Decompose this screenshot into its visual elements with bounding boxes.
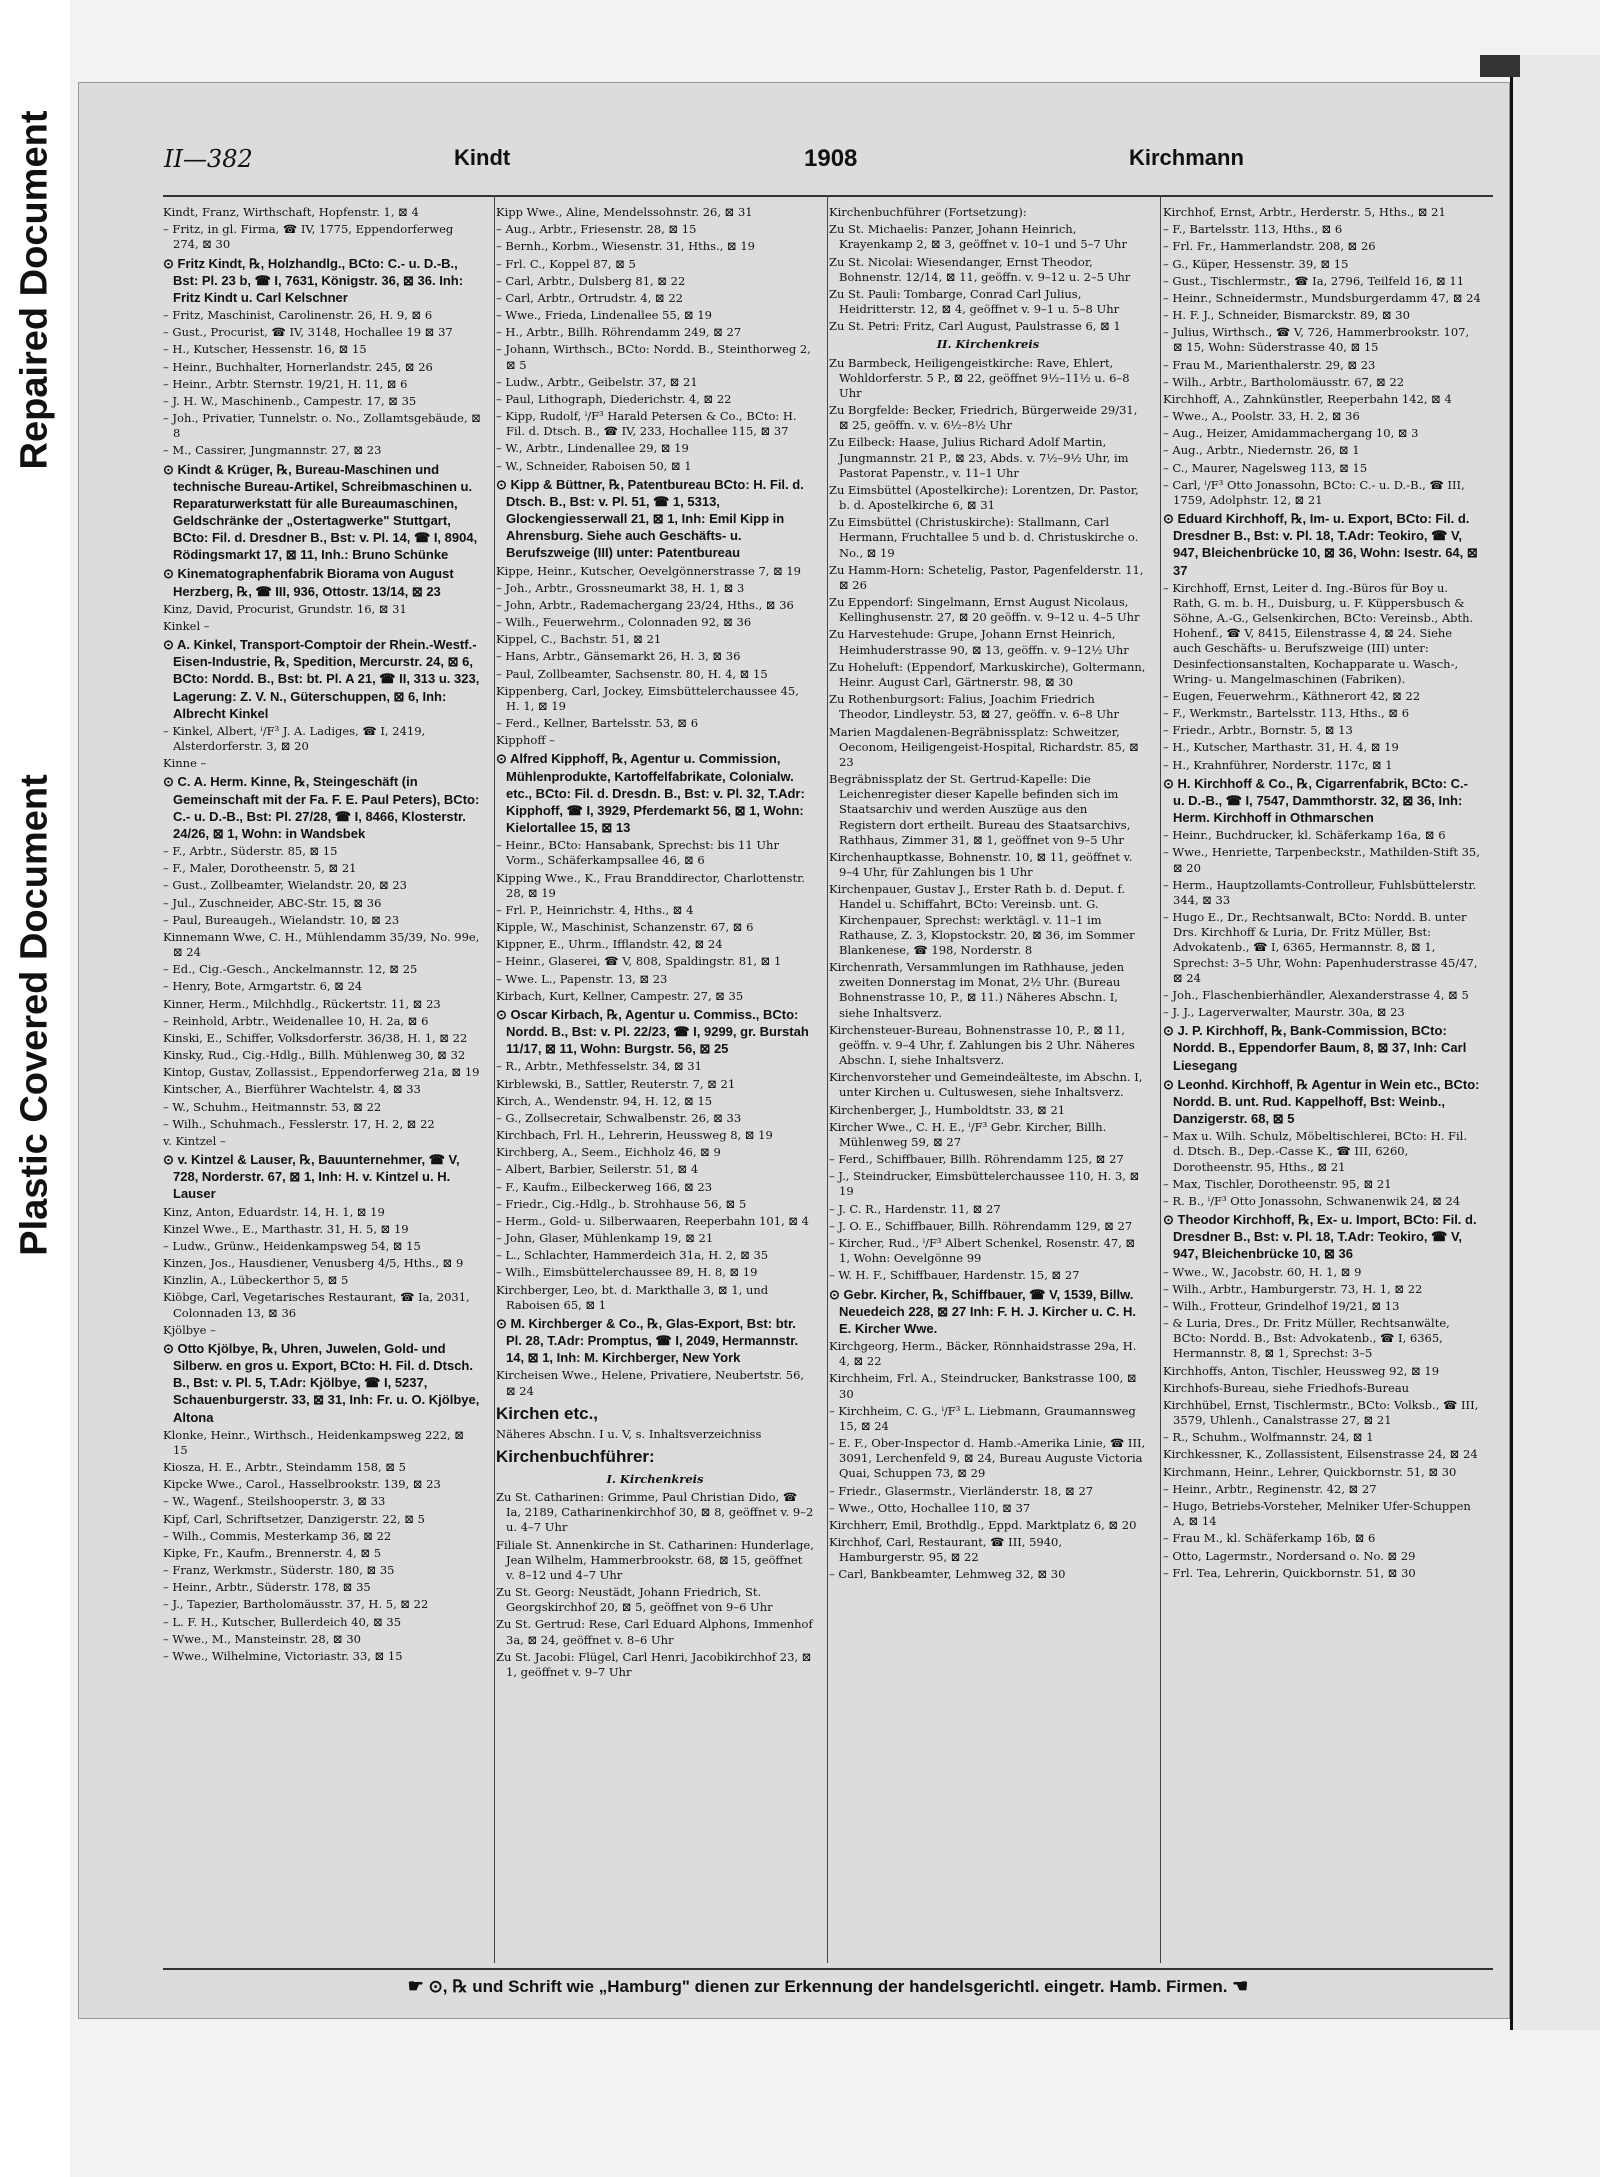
directory-entry: Kipke, Fr., Kaufm., Brennerstr. 4, ⊠ 5 xyxy=(163,1545,382,1560)
directory-entry: – Heinr., Arbtr. Sternstr. 19/21, H. 11, ⊠ 6 xyxy=(163,376,408,391)
directory-entry: Kinkel – xyxy=(163,618,210,633)
directory-entry: – Fritz, in gl. Firma, ☎ IV, 1775, Eppendorferweg 274, ⊠ 30 xyxy=(163,222,454,252)
directory-entry: Kirchmann, Heinr., Lehrer, Quickbornstr. 51, ⊠ 30 xyxy=(1163,1464,1457,1479)
directory-entry: ⊙ A. Kinkel, Transport-Comptoir der Rhein.-Westf.-Eisen-Industrie, ℞, Spedition, Mercurstr. 24, ⊠ 6, BCto: Nordd. B., Bst: bt. Pl. A 21, ☎ II, 313 u. 323, Lagerung: Z. V. N., Güterschuppen, ⊠ 6, Inh: Albrecht Kinkel xyxy=(163,637,480,721)
directory-entry: – Heinr., Arbtr., Süderstr. 178, ⊠ 35 xyxy=(163,1580,371,1595)
directory-entry: – Kirchhoff, Ernst, Leiter d. Ing.-Büros für Boy u. Rath, G. m. b. H., Duisburg, u. F. Küppersbusch & Söhne, A.-G., Gelsenkirchen, BCto: Vereinsb., Abth. Hohenf., ☎ V, 8415, Eilenstrasse 4, ⊠ 24. Siehe auch Geschäfts- u. Berufszweige (III) unter: Desinfectionsanstalten, Kochapparate u. Wasch-, Wring- u. Mangelmaschinen (Fabriken). xyxy=(1163,580,1474,686)
directory-entry: Kirblewski, B., Sattler, Reuterstr. 7, ⊠ 21 xyxy=(496,1076,736,1091)
directory-entry: – Friedr., Glasermstr., Vierländerstr. 18, ⊠ 27 xyxy=(829,1483,1094,1498)
directory-entry: – Frl. Tea, Lehrerin, Quickbornstr. 51, ⊠ 30 xyxy=(1163,1565,1416,1580)
directory-entry: – C., Maurer, Nagelsweg 113, ⊠ 15 xyxy=(1163,460,1368,475)
directory-entry: – Heinr., Buchdrucker, kl. Schäferkamp 16a, ⊠ 6 xyxy=(1163,828,1446,843)
directory-entry: Kircheisen Wwe., Helene, Privatiere, Neubertstr. 56, ⊠ 24 xyxy=(496,1368,805,1398)
directory-entry: – Carl, ⁱ/F³ Otto Jonassohn, BCto: C.- u. D.-B., ☎ III, 1759, Adolphstr. 12, ⊠ 21 xyxy=(1163,477,1465,507)
directory-entry: Zu Eimsbüttel (Apostelkirche): Lorentzen, Dr. Pastor, b. d. Apostelkirche 6, ⊠ 31 xyxy=(829,482,1139,513)
directory-entry: – Gust., Zollbeamter, Wielandstr. 20, ⊠ 23 xyxy=(163,878,407,893)
directory-entry: – J. O. E., Schiffbauer, Billh. Röhrendamm 129, ⊠ 27 xyxy=(829,1218,1133,1233)
directory-entry: – W., Wagenf., Steilshooperstr. 3, ⊠ 33 xyxy=(163,1494,386,1509)
directory-entry: – Frau M., kl. Schäferkamp 16b, ⊠ 6 xyxy=(1163,1531,1376,1546)
directory-columns xyxy=(163,205,1493,1960)
directory-entry: Kirchenbuchführer (Fortsetzung): xyxy=(829,205,1027,219)
directory-entry: – J. J., Lagerverwalter, Maurstr. 30a, ⊠ 23 xyxy=(1163,1005,1405,1020)
directory-entry: – Franz, Werkmstr., Süderstr. 180, ⊠ 35 xyxy=(163,1563,395,1578)
directory-entry: – Wwe., W., Jacobstr. 60, H. 1, ⊠ 9 xyxy=(1163,1264,1362,1279)
directory-entry: Kippner, E., Uhrm., Ifflandstr. 42, ⊠ 24 xyxy=(496,937,723,952)
directory-entry: Kirchhoff, A., Zahnkünstler, Reeperbahn 142, ⊠ 4 xyxy=(1163,391,1452,406)
directory-entry: – W. H. F., Schiffbauer, Hardenstr. 15, ⊠ 27 xyxy=(829,1268,1080,1283)
directory-entry: Kippel, C., Bachstr. 51, ⊠ 21 xyxy=(496,632,662,647)
directory-entry: – Heinr., BCto: Hansabank, Sprechst: bis 11 Uhr Vorm., Schäferkampsallee 46, ⊠ 6 xyxy=(496,838,779,868)
directory-entry: Zu Eppendorf: Singelmann, Ernst August Nicolaus, Kellinghusenstr. 27, ⊠ 20 geöffn. v. 9–12 u. 4–5 Uhr xyxy=(829,595,1140,625)
pointing-hand-icon: ☚ xyxy=(1232,1976,1249,1996)
directory-entry: Kirchberg, A., Seem., Eichholz 46, ⊠ 9 xyxy=(496,1145,721,1160)
directory-entry: Kinzel Wwe., E., Marthastr. 31, H. 5, ⊠ 19 xyxy=(163,1221,409,1236)
pointing-hand-icon: ☛ xyxy=(407,1976,424,1996)
directory-entry: Zu Hoheluft: (Eppendorf, Markuskirche), Goltermann, Heinr. August Carl, Gärtnerstr. 98, ⊠ 30 xyxy=(829,659,1146,689)
directory-entry: – Gust., Tischlermstr., ☎ Ia, 2796, Teilfeld 16, ⊠ 11 xyxy=(1163,273,1465,288)
directory-entry: – Paul, Lithograph, Diederichstr. 4, ⊠ 22 xyxy=(496,391,732,406)
directory-entry: Zu St. Petri: Fritz, Carl August, Paulstrasse 6, ⊠ 1 xyxy=(829,319,1121,334)
directory-entry: – R., Arbtr., Methfesselstr. 34, ⊠ 31 xyxy=(496,1059,702,1074)
directory-entry: ⊙ Fritz Kindt, ℞, Holzhandlg., BCto: C.- u. D.-B., Bst: Pl. 23 b, ☎ I, 7631, Königstr. 36, ⊠ 36. Inh: Fritz Kindt u. Carl Kelschner xyxy=(163,255,464,305)
directory-entry: Kirch, A., Wendenstr. 94, H. 12, ⊠ 15 xyxy=(496,1093,713,1108)
directory-entry: Kirchhofs-Bureau, siehe Friedhofs-Bureau xyxy=(1163,1380,1410,1395)
directory-entry: – Julius, Wirthsch., ☎ V, 726, Hammerbrookstr. 107, ⊠ 15, Wohn: Süderstrasse 40, ⊠ 15 xyxy=(1163,325,1470,355)
directory-entry: Zu St. Nicolai: Wiesendanger, Ernst Theodor, Bohnenstr. 12/14, ⊠ 11, geöffn. v. 9–12 u. 2–5 Uhr xyxy=(829,254,1131,284)
directory-entry: Kirchenvorsteher und Gemeindeälteste, im Abschn. I, unter Kirchen u. Cultuswesen, siehe Inhaltsverz. xyxy=(829,1070,1143,1100)
section-heading: Kirchen etc., xyxy=(496,1403,599,1423)
directory-entry: – Friedr., Cig.-Hdlg., b. Strohhause 56, ⊠ 5 xyxy=(496,1196,747,1211)
directory-entry: – Heinr., Buchhalter, Hornerlandstr. 245, ⊠ 26 xyxy=(163,359,433,374)
directory-entry: – F., Kaufm., Eilbeckerweg 166, ⊠ 23 xyxy=(496,1179,713,1194)
directory-entry: – Wilh., Arbtr., Bartholomäusstr. 67, ⊠ 22 xyxy=(1163,374,1405,389)
directory-entry: Zu St. Georg: Neustädt, Johann Friedrich, St. Georgskirchhof 20, ⊠ 5, geöffnet von 9–6 Uhr xyxy=(496,1585,773,1615)
directory-entry: – John, Glaser, Mühlenkamp 19, ⊠ 21 xyxy=(496,1231,714,1246)
directory-entry: – John, Arbtr., Rademachergang 23/24, Hths., ⊠ 36 xyxy=(496,597,794,612)
directory-entry: Kinnemann Wwe, C. H., Mühlendamm 35/39, No. 99e, ⊠ 24 xyxy=(163,929,480,960)
footer-note: ⊙, ℞ und Schrift wie „Hamburg" dienen zur Erkennung der handelsgerichtl. eingetr. Hamb. Firmen. xyxy=(428,1977,1228,1996)
directory-entry: ⊙ C. A. Herm. Kinne, ℞, Steingeschäft (in Gemeinschaft mit der Fa. F. E. Paul Peters), BCto: C.- u. D.-B., Bst: Pl. 27/28, ☎ I, 8466, Klosterstr. 24/26, ⊠ 1, Wohn: in Wandsbek xyxy=(163,774,480,841)
repaired-document-label: Repaired Document xyxy=(13,110,56,470)
directory-entry: Kirchenrath, Versammlungen im Rathhause, jeden zweiten Donnerstag im Monat, 2½ Uhr. (Bureau Bohnenstrasse 10, P., ⊠ 11.) Näheres Abschn. I, siehe Inhaltsverz. xyxy=(829,960,1125,1020)
directory-entry: – F., Bartelsstr. 113, Hths., ⊠ 6 xyxy=(1163,222,1343,237)
directory-entry: – J. H. W., Maschinenb., Campestr. 17, ⊠ 35 xyxy=(163,393,417,408)
directory-entry: Kirchhof, Carl, Restaurant, ☎ III, 5940, Hamburgerstr. 95, ⊠ 22 xyxy=(829,1535,1063,1565)
directory-entry: – Eugen, Feuerwehrm., Käthnerort 42, ⊠ 22 xyxy=(1163,688,1421,703)
directory-entry: Kirchgeorg, Herm., Bäcker, Rönnhaidstrasse 29a, H. 4, ⊠ 22 xyxy=(829,1338,1137,1369)
directory-entry: – Joh., Privatier, Tunnelstr. o. No., Zollamtsgebäude, ⊠ 8 xyxy=(163,411,481,441)
directory-entry: ⊙ J. P. Kirchhoff, ℞, Bank-Commission, BCto: Nordd. B., Eppendorfer Baum, 8, ⊠ 37, Inh: Carl Liesegang xyxy=(1163,1023,1467,1073)
side-label-strip xyxy=(0,0,70,2177)
directory-entry: – Wwe., Frieda, Lindenallee 55, ⊠ 19 xyxy=(496,308,712,323)
directory-entry: – J. C. R., Hardenstr. 11, ⊠ 27 xyxy=(829,1201,1001,1216)
directory-entry: Klonke, Heinr., Wirthsch., Heidenkampsweg 222, ⊠ 15 xyxy=(163,1427,464,1457)
directory-entry: Kirchberger, Leo, bt. d. Markthalle 3, ⊠ 1, und Raboisen 65, ⊠ 1 xyxy=(496,1282,769,1312)
directory-entry: – Aug., Arbtr., Niedernstr. 26, ⊠ 1 xyxy=(1163,443,1360,458)
directory-entry: – Herm., Hauptzollamts-Controlleur, Fuhlsbüttelerstr. 344, ⊠ 33 xyxy=(1163,877,1477,907)
directory-entry: – J., Steindrucker, Eimsbüttelerchaussee 110, H. 3, ⊠ 19 xyxy=(829,1169,1140,1199)
page-number: II—382 xyxy=(164,145,253,173)
directory-entry: Kirchhof, Ernst, Arbtr., Herderstr. 5, Hths., ⊠ 21 xyxy=(1163,205,1446,219)
directory-entry: Kjölbye – xyxy=(163,1322,216,1337)
directory-entry: – Paul, Bureaugeh., Wielandstr. 10, ⊠ 23 xyxy=(163,912,400,927)
directory-entry: Kinner, Herm., Milchhdlg., Rückertstr. 11, ⊠ 23 xyxy=(163,996,441,1011)
directory-entry: – Ferd., Schiffbauer, Billh. Röhrendamm 125, ⊠ 27 xyxy=(829,1152,1124,1167)
directory-entry: Kipp Wwe., Aline, Mendelssohnstr. 26, ⊠ 31 xyxy=(496,205,753,219)
directory-entry: Zu St. Catharinen: Grimme, Paul Christian Dido, ☎ Ia, 2189, Catharinenkirchhof 30, ⊠ 8, geöffnet v. 9–2 u. 4–7 Uhr xyxy=(496,1490,814,1535)
directory-entry: – Otto, Lagermstr., Nordersand o. No. ⊠ 29 xyxy=(1163,1548,1416,1563)
directory-entry: – Wilh., Commis, Mesterkamp 36, ⊠ 22 xyxy=(163,1528,392,1543)
directory-entry: – G., Zollsecretair, Schwalbenstr. 26, ⊠ 33 xyxy=(496,1110,742,1125)
directory-entry: Kirchensteuer-Bureau, Bohnenstrasse 10, P., ⊠ 11, geöffn. v. 9–4 Uhr, f. Zahlungen bis 2 Uhr. Näheres Abschn. I, siehe Inhaltsverz. xyxy=(829,1022,1135,1068)
directory-column-4 xyxy=(1163,205,1481,1960)
directory-entry: – F., Maler, Dorotheenstr. 5, ⊠ 21 xyxy=(163,861,357,876)
directory-entry: – Wilh., Eimsbüttelerchaussee 89, H. 8, ⊠ 19 xyxy=(496,1265,758,1280)
directory-entry: – G., Küper, Hessenstr. 39, ⊠ 15 xyxy=(1163,256,1349,271)
directory-entry: – Max, Tischler, Dorotheenstr. 95, ⊠ 21 xyxy=(1163,1176,1392,1191)
directory-entry: – Aug., Heizer, Amidammachergang 10, ⊠ 3 xyxy=(1163,426,1419,441)
directory-entry: – Johann, Wirthsch., BCto: Nordd. B., Steinthorweg 2, ⊠ 5 xyxy=(496,342,811,372)
directory-entry: – Hugo E., Dr., Rechtsanwalt, BCto: Nordd. B. unter Drs. Kirchhoff & Luria, Dr. Fritz Müller, Bst: Advokatenb., ☎ I, 6365, Hermannstr. 8, ⊠ 1, Sprechst: 3–5 Uhr, Wohn: Papenhuderstrasse 45/47, ⊠ 24 xyxy=(1163,910,1478,985)
page-footer xyxy=(163,1976,1493,2010)
directory-entry: – Paul, Zollbeamter, Sachsenstr. 80, H. 4, ⊠ 15 xyxy=(496,666,768,681)
subsection-heading: II. Kirchenkreis xyxy=(936,337,1040,352)
directory-entry: Kippenberg, Carl, Jockey, Eimsbüttelerchaussee 45, H. 1, ⊠ 19 xyxy=(496,683,799,713)
directory-entry: Zu Eilbeck: Haase, Julius Richard Adolf Martin, Jungmannstr. 21 P., ⊠ 23, Abds. v. 7½–9½ Uhr, im Pastorat Papenstr., v. 11–1 Uhr xyxy=(829,435,1129,480)
directory-entry: Kipf, Carl, Schriftsetzer, Danzigerstr. 22, ⊠ 5 xyxy=(163,1511,425,1526)
directory-entry: ⊙ Kinematographenfabrik Biorama von August Herzberg, ℞, ☎ III, 936, Ottostr. 13/14, ⊠ 23 xyxy=(163,566,454,599)
directory-entry: – E. F., Ober-Inspector d. Hamb.-Amerika Linie, ☎ III, 3091, Lerchenfeld 9, ⊠ 24, Bureau Auguste Victoria Quai, Schuppen 73, ⊠ 29 xyxy=(829,1436,1146,1481)
directory-entry: Zu Hamm-Horn: Schetelig, Pastor, Pagenfelderstr. 11, ⊠ 26 xyxy=(829,562,1144,592)
directory-entry: Kinsky, Rud., Cig.-Hdlg., Billh. Mühlenweg 30, ⊠ 32 xyxy=(163,1048,466,1063)
directory-entry: Zu Harvestehude: Grupe, Johann Ernst Heinrich, Heimhuderstrasse 90, ⊠ 13, geöffn. v. 9–12½ Uhr xyxy=(829,627,1129,657)
directory-entry: Kintscher, A., Bierführer Wachtelstr. 4, ⊠ 33 xyxy=(163,1082,421,1097)
directory-entry: – Carl, Bankbeamter, Lehmweg 32, ⊠ 30 xyxy=(829,1567,1066,1582)
directory-entry: Zu Borgfelde: Becker, Friedrich, Bürgerweide 29/31, ⊠ 25, geöffn. v. v. 6½–8½ Uhr xyxy=(829,403,1138,433)
directory-entry: – Kirchheim, C. G., ⁱ/F³ L. Liebmann, Graumannsweg 15, ⊠ 24 xyxy=(829,1403,1136,1433)
directory-entry: Kindt, Franz, Wirthschaft, Hopfenstr. 1, ⊠ 4 xyxy=(163,205,419,219)
directory-entry: Kipphoff – xyxy=(496,733,555,748)
directory-entry: – Wwe., A., Poolstr. 33, H. 2, ⊠ 36 xyxy=(1163,409,1360,424)
directory-entry: Kinzen, Jos., Hausdiener, Venusberg 4/5, Hths., ⊠ 9 xyxy=(163,1256,464,1271)
directory-entry: ⊙ Alfred Kipphoff, ℞, Agentur u. Commission, Mühlenprodukte, Kartoffelfabrikate, Colonialw. etc., BCto: Fil. d. Dresdn. B., Bst: v. Pl. 32, T.Adr: Kipphoff, ☎ I, 3929, Pferdemarkt 56, ⊠ 1, Wohn: Kielortallee 15, ⊠ 13 xyxy=(496,751,805,836)
plastic-covered-document-label: Plastic Covered Document xyxy=(13,774,56,1256)
directory-entry: Kirchherr, Emil, Brothdlg., Eppd. Marktplatz 6, ⊠ 20 xyxy=(829,1517,1137,1532)
directory-entry: Begräbnissplatz der St. Gertrud-Kapelle: Die Leichenregister dieser Kapelle befinden sich im Staatsarchiv und werden Auszüge aus den Registern dort ertheilt. Bureau des Staatsarchivs, Rathhaus, Zimmer 31, ⊠ 1, geöffnet von 9–5 Uhr xyxy=(829,772,1131,847)
directory-entry: Näheres Abschn. I u. V, s. Inhaltsverzeichniss xyxy=(496,1427,762,1442)
directory-entry: Filiale St. Annenkirche in St. Catharinen: Hunderlage, Jean Wilhelm, Hammerbrookstr. 68, ⊠ 15, geöffnet v. 8–12 und 4–7 Uhr xyxy=(496,1537,814,1582)
directory-entry: – Fritz, Maschinist, Carolinenstr. 26, H. 9, ⊠ 6 xyxy=(163,307,433,322)
directory-entry: Kiöbge, Carl, Vegetarisches Restaurant, ☎ Ia, 2031, Colonnaden 13, ⊠ 36 xyxy=(163,1290,470,1320)
directory-entry: Zu Eimsbüttel (Christuskirche): Stallmann, Carl Hermann, Fruchtallee 5 und b. d. Christuskirche o. No., ⊠ 19 xyxy=(829,515,1139,560)
directory-entry: Kirchenhauptkasse, Bohnenstr. 10, ⊠ 11, geöffnet v. 9–4 Uhr, für Zahlungen bis 1 Uhr xyxy=(829,849,1133,880)
directory-entry: – Wilh., Schuhmach., Fesslerstr. 17, H. 2, ⊠ 22 xyxy=(163,1116,435,1131)
directory-entry: Kinne – xyxy=(163,756,207,771)
directory-entry: – Herm., Gold- u. Silberwaaren, Reeperbahn 101, ⊠ 4 xyxy=(496,1213,809,1228)
directory-entry: – Kipp, Rudolf, ⁱ/F³ Harald Petersen & Co., BCto: H. Fil. d. Dtsch. B., ☎ IV, 233, Hochallee 115, ⊠ 37 xyxy=(496,409,797,439)
directory-entry: Zu Barmbeck, Heiligengeistkirche: Rave, Ehlert, Wohldorferstr. 5 P., ⊠ 22, geöffnet 9½–11½ u. 6–8 Uhr xyxy=(829,355,1130,400)
directory-column-3 xyxy=(829,205,1147,1960)
directory-entry: – L., Schlachter, Hammerdeich 31a, H. 2, ⊠ 35 xyxy=(496,1248,769,1263)
document-page xyxy=(78,82,1510,2019)
directory-entry: – J., Tapezier, Bartholomäusstr. 37, H. 5, ⊠ 22 xyxy=(163,1597,429,1612)
directory-entry: – Hugo, Betriebs-Vorsteher, Melniker Ufer-Schuppen A, ⊠ 14 xyxy=(1163,1498,1471,1529)
directory-entry: Kintop, Gustav, Zollassist., Eppendorferweg 21a, ⊠ 19 xyxy=(163,1065,480,1080)
directory-entry: – Wwe., Otto, Hochallee 110, ⊠ 37 xyxy=(829,1500,1031,1515)
directory-entry: – Reinhold, Arbtr., Weidenallee 10, H. 2a, ⊠ 6 xyxy=(163,1013,429,1028)
directory-entry: – H., Kutscher, Hessenstr. 16, ⊠ 15 xyxy=(163,342,367,357)
directory-entry: – Frau M., Marienthalerstr. 29, ⊠ 23 xyxy=(1163,357,1376,372)
directory-entry: – Wilh., Frotteur, Grindelhof 19/21, ⊠ 13 xyxy=(1163,1298,1400,1313)
directory-entry: – Gust., Procurist, ☎ IV, 3148, Hochallee 19 ⊠ 37 xyxy=(163,325,453,340)
directory-entry: Kirchbach, Frl. H., Lehrerin, Heussweg 8, ⊠ 19 xyxy=(496,1128,773,1143)
directory-column-1 xyxy=(163,205,481,1960)
directory-entry: Zu St. Pauli: Tombarge, Conrad Carl Julius, Heidritterstr. 12, ⊠ 4, geöffnet v. 9–1 u. 5–8 Uhr xyxy=(829,286,1120,317)
directory-entry: Kiosza, H. E., Arbtr., Steindamm 158, ⊠ 5 xyxy=(163,1460,406,1475)
directory-entry: – Heinr., Arbtr., Reginenstr. 42, ⊠ 27 xyxy=(1163,1481,1377,1496)
page-header xyxy=(164,145,1474,185)
directory-entry: – Kinkel, Albert, ⁱ/F³ J. A. Ladiges, ☎ I, 2419, Alsterdorferstr. 3, ⊠ 20 xyxy=(163,723,426,754)
subsection-heading: I. Kirchenkreis xyxy=(606,1471,704,1486)
directory-entry: – Heinr., Glaserei, ☎ V, 808, Spaldingstr. 81, ⊠ 1 xyxy=(496,954,782,969)
directory-entry: – Henry, Bote, Armgartstr. 6, ⊠ 24 xyxy=(163,979,363,994)
directory-entry: Kinz, David, Procurist, Grundstr. 16, ⊠ 31 xyxy=(163,601,407,616)
directory-entry: Marien Magdalenen-Begräbnissplatz: Schweitzer, Oeconom, Heiligengeist-Hospital, Richardstr. 85, ⊠ 23 xyxy=(829,724,1139,769)
directory-entry: Kipple, W., Maschinist, Schanzenstr. 67, ⊠ 6 xyxy=(496,920,754,935)
directory-entry: – H., Krahnführer, Norderstr. 117c, ⊠ 1 xyxy=(1163,757,1393,772)
directory-entry: Zu St. Gertrud: Rese, Carl Eduard Alphons, Immenhof 3a, ⊠ 24, geöffnet v. 8–6 Uhr xyxy=(496,1617,813,1647)
directory-entry: Zu St. Michaelis: Panzer, Johann Heinrich, Krayenkamp 2, ⊠ 3, geöffnet v. 10–1 und 5–7 Uhr xyxy=(829,222,1127,252)
directory-entry: – Wwe. L., Papenstr. 13, ⊠ 23 xyxy=(496,971,668,986)
directory-entry: ⊙ Leonhd. Kirchhoff, ℞ Agentur in Wein etc., BCto: Nordd. B. unt. Rud. Kappelhoff, Bst: Weinb., Danzigerstr. 68, ⊠ 5 xyxy=(1163,1076,1480,1127)
directory-entry: Kirchheim, Frl. A., Steindrucker, Bankstrasse 100, ⊠ 30 xyxy=(829,1371,1137,1401)
directory-entry: Kirchenberger, J., Humboldtstr. 33, ⊠ 21 xyxy=(829,1102,1066,1117)
directory-entry: Zu Rothenburgsort: Falius, Joachim Friedrich Theodor, Lindleystr. 53, ⊠ 27, geöffn. v. 6–8 Uhr xyxy=(829,692,1120,722)
directory-entry: Kinz, Anton, Eduardstr. 14, H. 1, ⊠ 19 xyxy=(163,1204,385,1219)
directory-entry: Kipcke Wwe., Carol., Hasselbrookstr. 139, ⊠ 23 xyxy=(163,1477,441,1492)
directory-entry: – F., Werkmstr., Bartelsstr. 113, Hths., ⊠ 6 xyxy=(1163,706,1410,721)
directory-entry: – L. F. H., Kutscher, Bullerdeich 40, ⊠ 35 xyxy=(163,1614,402,1629)
directory-entry: ⊙ Kipp & Büttner, ℞, Patentbureau BCto: H. Fil. d. Dtsch. B., Bst: v. Pl. 51, ☎ 1, 5313, Glockengiesserwall 21, ⊠ 1, Inh: Emil Kipp in Ahrensburg. Siehe auch Geschäfts- u. Berufszweige (III) unter: Patentbureau xyxy=(496,476,804,561)
directory-entry: – Ludw., Arbtr., Geibelstr. 37, ⊠ 21 xyxy=(496,374,698,389)
directory-entry: Kirchenpauer, Gustav J., Erster Rath b. d. Deput. f. Handel u. Schiffahrt, BCto: Vereinsb. unt. G. Kirchenpauer, Sprechst: werktägl. v. 11–1 im Rathause, Z. 3, Klopstockstr. 20, ⊠ 36, im Sommer Blankenese, ☎ 198, Norderstr. 8 xyxy=(829,882,1135,957)
directory-entry: – Frl. P., Heinrichstr. 4, Hths., ⊠ 4 xyxy=(496,902,694,917)
directory-entry: – H., Arbtr., Billh. Röhrendamm 249, ⊠ 27 xyxy=(496,325,742,340)
directory-entry: – Max u. Wilh. Schulz, Möbeltischlerei, BCto: H. Fil. d. Dtsch. B., Dep.-Casse K., ☎ III, 6260, Dorotheenstr. 95, Hths., ⊠ 21 xyxy=(1163,1129,1468,1174)
header-rule xyxy=(163,195,1493,197)
directory-entry: – W., Arbtr., Lindenallee 29, ⊠ 19 xyxy=(496,441,689,456)
directory-entry: – Bernh., Korbm., Wiesenstr. 31, Hths., ⊠ 19 xyxy=(496,239,755,254)
directory-entry: – H. F. J., Schneider, Bismarckstr. 89, ⊠ 30 xyxy=(1163,308,1410,323)
directory-entry: – Wwe., Wilhelmine, Victoriastr. 33, ⊠ 15 xyxy=(163,1649,403,1663)
directory-entry: – R. B., ⁱ/F³ Otto Jonassohn, Schwanenwik 24, ⊠ 24 xyxy=(1163,1193,1461,1208)
directory-entry: ⊙ Theodor Kirchhoff, ℞, Ex- u. Import, BCto: Fil. d. Dresdner B., Bst: v. Pl. 18, T.Adr: Teokiro, ☎ V, 947, Bleichenbrücke 10, ⊠ 36 xyxy=(1163,1212,1477,1262)
directory-entry: – Albert, Barbier, Seilerstr. 51, ⊠ 4 xyxy=(496,1162,699,1177)
directory-entry: – Wilh., Feuerwehrm., Colonnaden 92, ⊠ 36 xyxy=(496,615,752,630)
directory-column-2 xyxy=(496,205,814,1960)
directory-entry: ⊙ Kindt & Krüger, ℞, Bureau-Maschinen und technische Bureau-Artikel, Schreibmaschinen u. Reparaturwerkstatt für alle Bureaumaschinen, Geldschränke der „Ostertagwerke" Stuttgart, BCto: Fil. d. Dresdner B., Bst: v. Pl. 14, ☎ I, 8904, Rödingsmarkt 17, ⊠ 11, Inh.: Bruno Schünke xyxy=(163,461,478,563)
header-right-name: Kirchmann xyxy=(1129,145,1244,170)
directory-entry: ⊙ H. Kirchhoff & Co., ℞, Cigarrenfabrik, BCto: C.- u. D.-B., ☎ I, 7547, Dammthorstr. 32, ⊠ 36, Inh: Herm. Kirchhoff in Othmarschen xyxy=(1163,775,1468,826)
directory-entry: Kirchhoffs, Anton, Tischler, Heussweg 92, ⊠ 19 xyxy=(1163,1363,1440,1378)
directory-entry: ⊙ Otto Kjölbye, ℞, Uhren, Juwelen, Gold- und Silberw. en gros u. Export, BCto: H. Fil. d. Dtsch. B., Bst: v. Pl. 5, T.Adr: Kjölbye, ☎ I, 5237, Schauenburgerstr. 33, ⊠ 31, Inh: Fr. u. O. Kjölbye, Altona xyxy=(163,1340,480,1425)
page-edge-mark xyxy=(1480,55,1520,77)
directory-entry: – Wwe., M., Mansteinstr. 28, ⊠ 30 xyxy=(163,1631,361,1646)
directory-entry: – Wwe., Henriette, Tarpenbeckstr., Mathilden-Stift 35, ⊠ 20 xyxy=(1163,845,1480,875)
directory-entry: Zu St. Jacobi: Flügel, Carl Henri, Jacobikirchhof 23, ⊠ 1, geöffnet v. 9–7 Uhr xyxy=(496,1649,812,1679)
section-heading: Kirchenbuchführer: xyxy=(496,1447,655,1467)
directory-entry: – H., Kutscher, Marthastr. 31, H. 4, ⊠ 19 xyxy=(1163,740,1399,755)
directory-entry: – Wilh., Arbtr., Hamburgerstr. 73, H. 1, ⊠ 22 xyxy=(1163,1281,1423,1296)
directory-entry: v. Kintzel – xyxy=(163,1133,226,1148)
footer-rule xyxy=(163,1968,1493,1970)
directory-entry: – Ludw., Grünw., Heidenkampsweg 54, ⊠ 15 xyxy=(163,1238,421,1253)
directory-entry: – W., Schuhm., Heitmannstr. 53, ⊠ 22 xyxy=(163,1099,382,1114)
directory-entry: Kippe, Heinr., Kutscher, Oevelgönnerstrasse 7, ⊠ 19 xyxy=(496,563,802,578)
directory-entry: Kircher Wwe., C. H. E., ⁱ/F³ Gebr. Kircher, Billh. Mühlenweg 59, ⊠ 27 xyxy=(829,1119,1107,1149)
directory-entry: – Joh., Arbtr., Grossneumarkt 38, H. 1, ⊠ 3 xyxy=(496,580,745,595)
directory-entry: ⊙ Eduard Kirchhoff, ℞, Im- u. Export, BCto: Fil. d. Dresdner B., Bst: v. Pl. 18, T.Adr: Teokiro, ☎ V, 947, Bleichenbrücke 10, ⊠ 36, Wohn: Isestr. 64, ⊠ 37 xyxy=(1163,511,1478,578)
header-left-name: Kindt xyxy=(454,145,511,170)
directory-entry: ⊙ M. Kirchberger & Co., ℞, Glas-Export, Bst: btr. Pl. 28, T.Adr: Promptus, ☎ I, 2049, Hermannstr. 14, ⊠ 1, Inh: M. Kirchberger, New York xyxy=(496,1315,799,1366)
directory-entry: Kirbach, Kurt, Kellner, Campestr. 27, ⊠ 35 xyxy=(496,988,744,1003)
directory-entry: – Ed., Cig.-Gesch., Anckelmannstr. 12, ⊠ 25 xyxy=(163,962,418,977)
directory-entry: Kipping Wwe., K., Frau Branddirector, Charlottenstr. 28, ⊠ 19 xyxy=(496,870,805,900)
directory-entry: ⊙ v. Kintzel & Lauser, ℞, Bauunternehmer, ☎ V, 728, Norderstr. 67, ⊠ 1, Inh: H. v. Kintzel u. H. Lauser xyxy=(163,1152,460,1202)
directory-entry: – W., Schneider, Raboisen 50, ⊠ 1 xyxy=(496,458,692,473)
directory-entry: – M., Cassirer, Jungmannstr. 27, ⊠ 23 xyxy=(163,443,382,458)
directory-entry: – Kircher, Rud., ⁱ/F³ Albert Schenkel, Rosenstr. 47, ⊠ 1, Wohn: Oevelgönne 99 xyxy=(829,1236,1136,1266)
directory-entry: – & Luria, Dres., Dr. Fritz Müller, Rechtsanwälte, BCto: Nordd. B., Bst: Advokatenb., ☎ I, 6365, Hermannstr. 8, ⊠ 1, Sprechst: 3–5 xyxy=(1163,1316,1450,1361)
directory-entry: – Jul., Zuschneider, ABC-Str. 15, ⊠ 36 xyxy=(163,895,382,910)
directory-entry: – Frl. Fr., Hammerlandstr. 208, ⊠ 26 xyxy=(1163,239,1376,254)
directory-entry: Kinski, E., Schiffer, Volksdorferstr. 36/38, H. 1, ⊠ 22 xyxy=(163,1030,468,1045)
adjacent-page-edge xyxy=(1510,55,1600,2030)
directory-entry: – Hans, Arbtr., Gänsemarkt 26, H. 3, ⊠ 36 xyxy=(496,649,741,664)
directory-entry: – Friedr., Arbtr., Bornstr. 5, ⊠ 13 xyxy=(1163,723,1353,738)
directory-entry: Kinzlin, A., Lübeckerthor 5, ⊠ 5 xyxy=(163,1273,349,1288)
directory-entry: – Carl, Arbtr., Dulsberg 81, ⊠ 22 xyxy=(496,273,686,288)
directory-entry: – R., Schuhm., Wolfmannstr. 24, ⊠ 1 xyxy=(1163,1430,1374,1445)
header-year: 1908 xyxy=(804,145,858,172)
directory-entry: – Ferd., Kellner, Bartelsstr. 53, ⊠ 6 xyxy=(496,716,699,731)
directory-entry: – F., Arbtr., Süderstr. 85, ⊠ 15 xyxy=(163,844,338,859)
directory-entry: Kirchkessner, K., Zollassistent, Eilsenstrasse 24, ⊠ 24 xyxy=(1163,1447,1478,1462)
directory-entry: – Joh., Flaschenbierhändler, Alexanderstrasse 4, ⊠ 5 xyxy=(1163,987,1469,1002)
directory-entry: – Frl. C., Koppel 87, ⊠ 5 xyxy=(496,256,636,271)
directory-entry: – Heinr., Schneidermstr., Mundsburgerdamm 47, ⊠ 24 xyxy=(1163,290,1481,305)
directory-entry: ⊙ Gebr. Kircher, ℞, Schiffbauer, ☎ V, 1539, Billw. Neuedeich 228, ⊠ 27 Inh: F. H. J. Kircher u. C. H. E. Kircher Wwe. xyxy=(829,1286,1136,1336)
directory-entry: ⊙ Oscar Kirbach, ℞, Agentur u. Commiss., BCto: Nordd. B., Bst: v. Pl. 22/23, ☎ I, 9299, gr. Burstah 11/17, ⊠ 11, Wohn: Burgstr. 56, ⊠ 25 xyxy=(496,1006,809,1057)
directory-entry: – Aug., Arbtr., Friesenstr. 28, ⊠ 15 xyxy=(496,222,697,237)
directory-entry: Kirchhübel, Ernst, Tischlermstr., BCto: Volksb., ☎ III, 3579, Uhlenh., Canalstrasse 27, ⊠ 21 xyxy=(1163,1397,1479,1428)
directory-entry: – Carl, Arbtr., Ortrudstr. 4, ⊠ 22 xyxy=(496,290,683,305)
